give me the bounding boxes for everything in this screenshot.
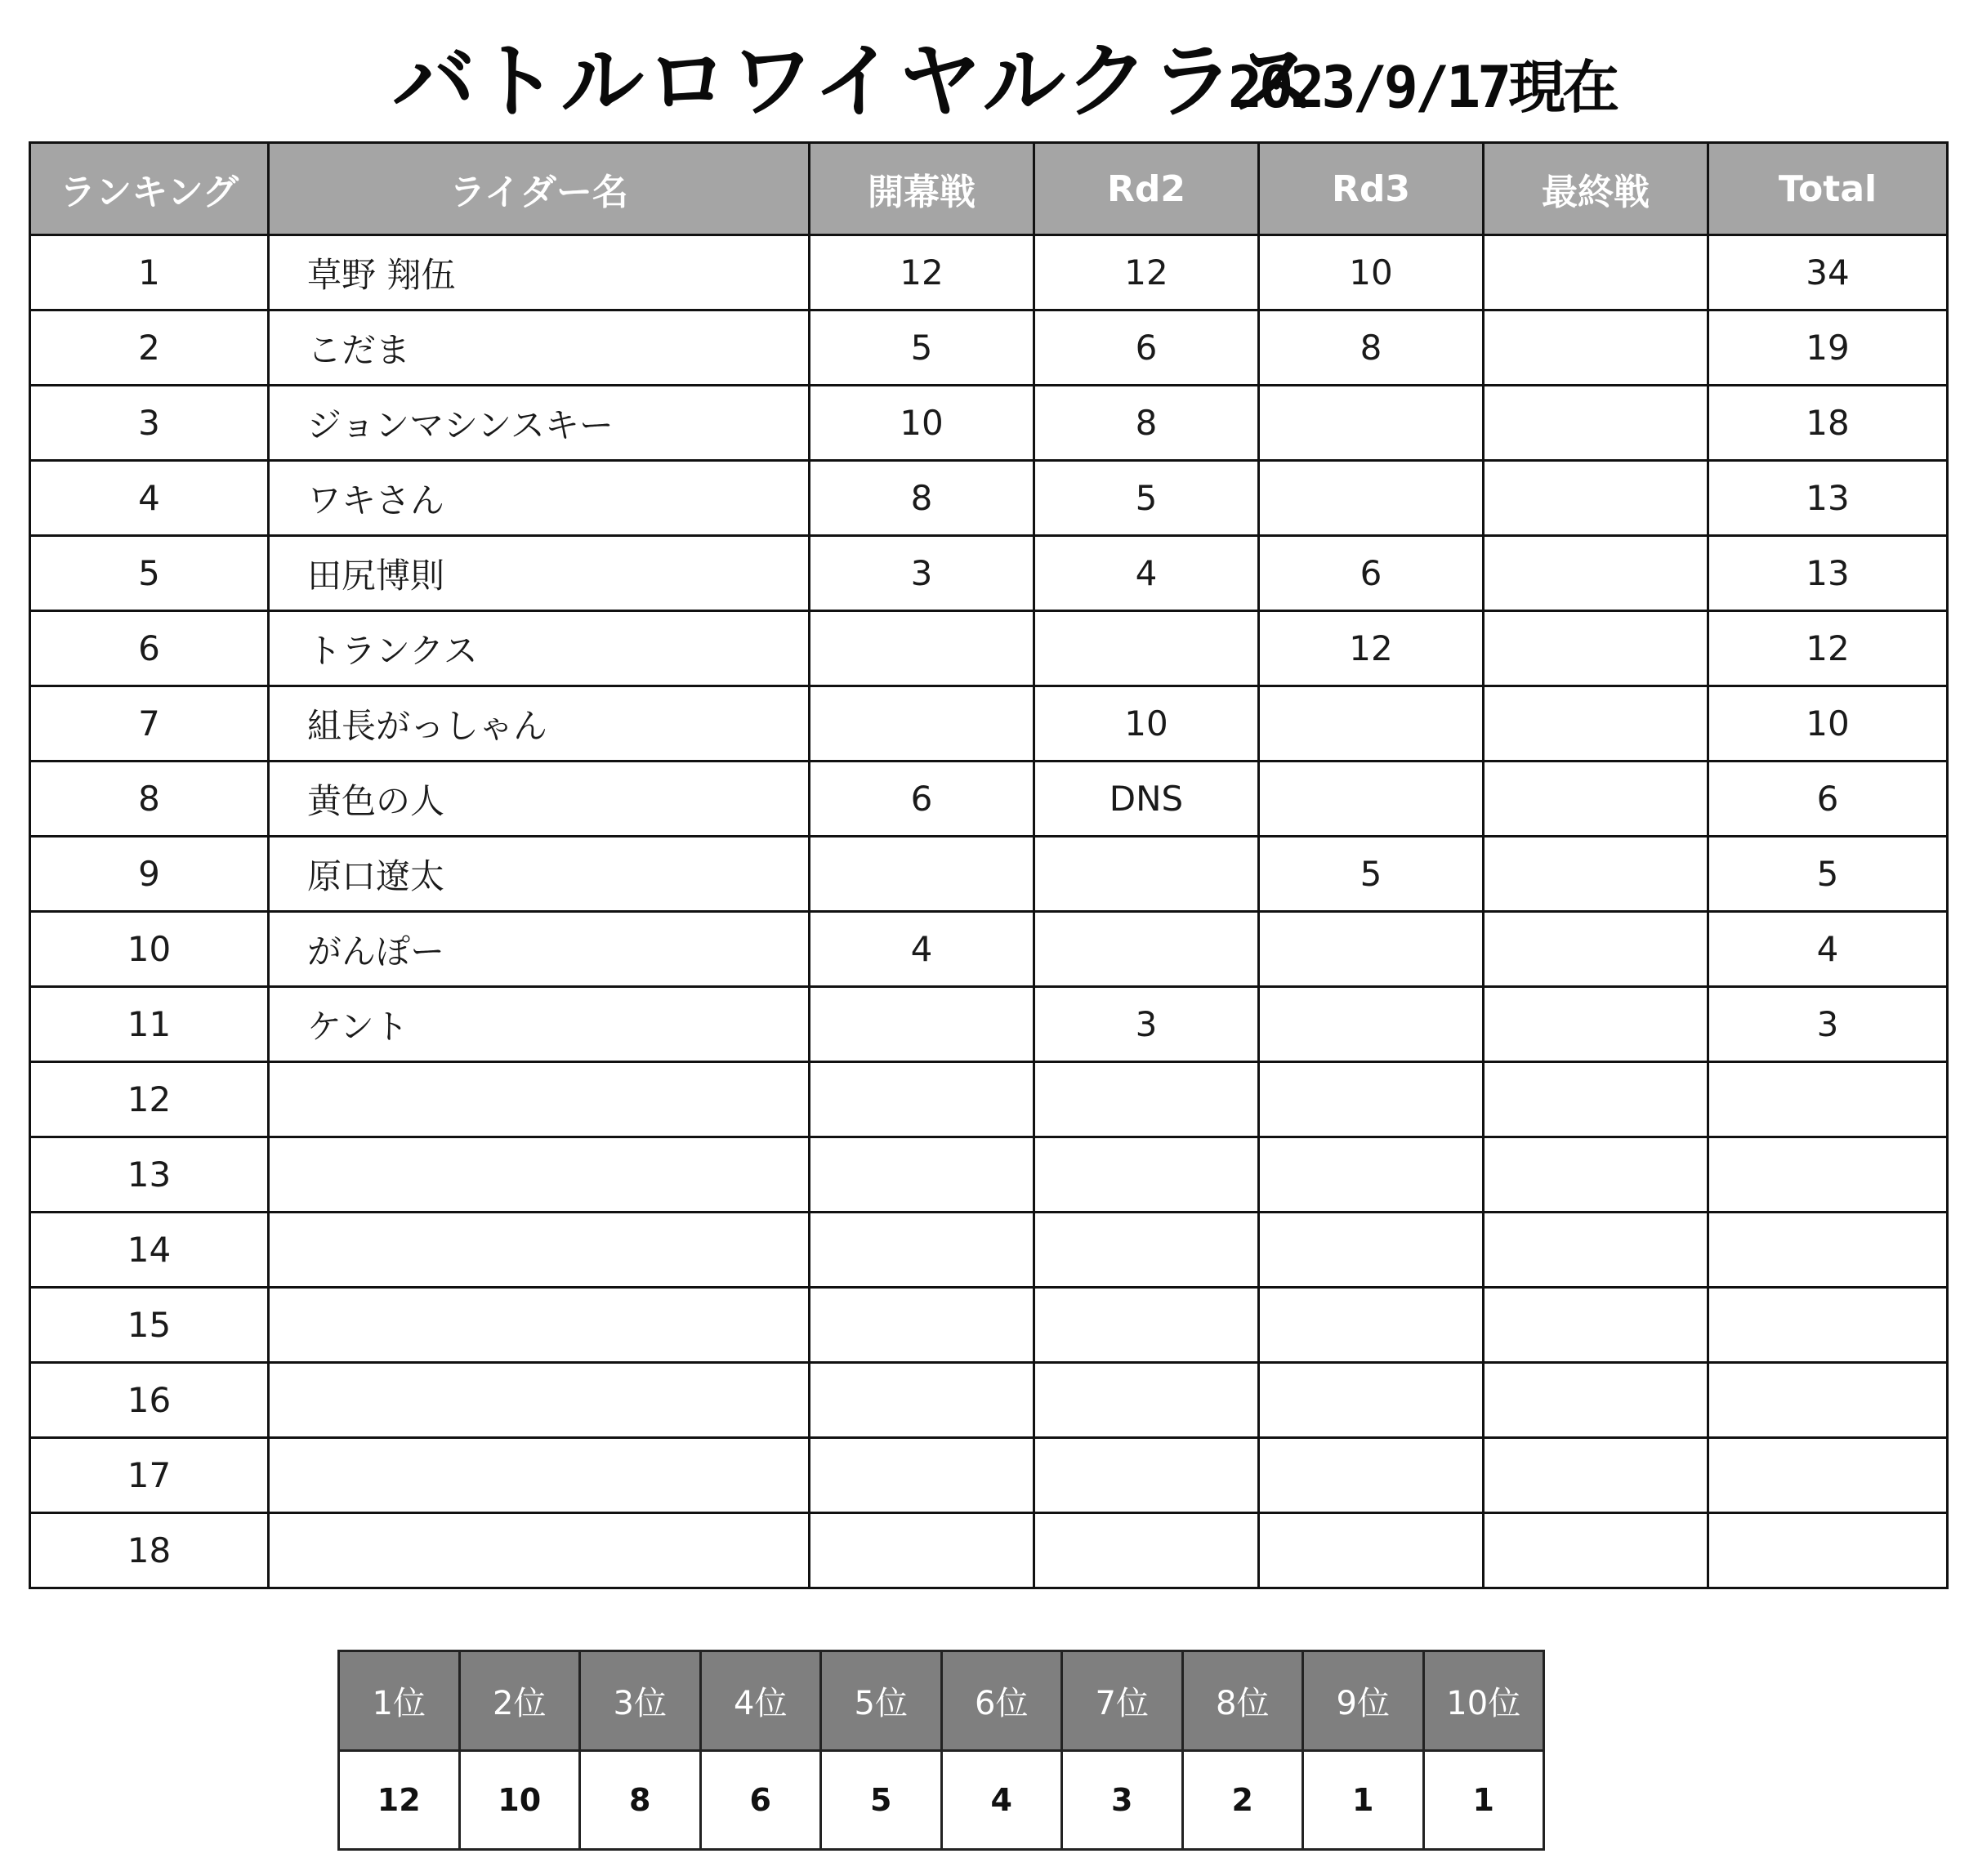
table-row xyxy=(30,235,1948,310)
final-points-cell xyxy=(1484,536,1708,611)
round-1-points-cell xyxy=(810,1288,1034,1363)
rank-cell: 8 xyxy=(30,762,269,837)
ranking-header-row xyxy=(30,143,1948,235)
points-header-row xyxy=(339,1651,1544,1751)
round-1-points-cell: 8 xyxy=(810,461,1034,536)
total-points-cell: 19 xyxy=(1708,310,1948,386)
table-row xyxy=(30,987,1948,1062)
ranking-table-body xyxy=(30,235,1948,1588)
final-points-cell xyxy=(1484,987,1708,1062)
round-3-points-cell: 12 xyxy=(1259,611,1484,686)
round-2-points-cell: 4 xyxy=(1034,536,1259,611)
round-1-points-cell xyxy=(810,1363,1034,1438)
round-3-points-cell: 8 xyxy=(1259,310,1484,386)
rank-cell: 1 xyxy=(30,235,269,310)
round-3-points-cell xyxy=(1259,987,1484,1062)
round-1-points-cell: 5 xyxy=(810,310,1034,386)
rider-name-cell xyxy=(269,1213,810,1288)
final-points-cell xyxy=(1484,310,1708,386)
table-row xyxy=(30,686,1948,762)
round-3-points-cell: 5 xyxy=(1259,837,1484,912)
points-value-cell: 8 xyxy=(580,1751,701,1850)
final-points-cell xyxy=(1484,1363,1708,1438)
round-2-points-cell xyxy=(1034,1288,1259,1363)
rider-name-cell: トランクス xyxy=(269,611,810,686)
points-position-header: 3位 xyxy=(580,1651,701,1751)
final-points-cell xyxy=(1484,235,1708,310)
rider-name-cell: 原口遼太 xyxy=(269,837,810,912)
header-round-1: 開幕戦 xyxy=(810,143,1034,235)
round-3-points-cell xyxy=(1259,1438,1484,1513)
rank-cell: 2 xyxy=(30,310,269,386)
round-3-points-cell xyxy=(1259,1137,1484,1213)
header-ranking: ランキング xyxy=(30,143,269,235)
table-row xyxy=(30,837,1948,912)
table-row xyxy=(30,1137,1948,1213)
rider-name-cell xyxy=(269,1363,810,1438)
round-3-points-cell xyxy=(1259,1288,1484,1363)
table-row xyxy=(30,1062,1948,1137)
final-points-cell xyxy=(1484,1288,1708,1363)
points-value-cell: 5 xyxy=(821,1751,942,1850)
round-3-points-cell xyxy=(1259,1062,1484,1137)
title-row xyxy=(0,25,1969,139)
round-1-points-cell xyxy=(810,1513,1034,1588)
total-points-cell: 10 xyxy=(1708,686,1948,762)
rider-name-cell xyxy=(269,1137,810,1213)
final-points-cell xyxy=(1484,1513,1708,1588)
rank-cell: 14 xyxy=(30,1213,269,1288)
rider-name-cell: 草野 翔伍 xyxy=(269,235,810,310)
table-row xyxy=(30,1438,1948,1513)
round-1-points-cell: 6 xyxy=(810,762,1034,837)
final-points-cell xyxy=(1484,461,1708,536)
points-value-cell: 1 xyxy=(1423,1751,1544,1850)
total-points-cell xyxy=(1708,1288,1948,1363)
total-points-cell xyxy=(1708,1513,1948,1588)
total-points-cell xyxy=(1708,1213,1948,1288)
final-points-cell xyxy=(1484,686,1708,762)
rider-name-cell: ワキさん xyxy=(269,461,810,536)
points-position-header: 8位 xyxy=(1182,1651,1303,1751)
total-points-cell xyxy=(1708,1137,1948,1213)
points-position-header: 7位 xyxy=(1062,1651,1183,1751)
rider-name-cell xyxy=(269,1062,810,1137)
table-row xyxy=(30,1513,1948,1588)
round-2-points-cell xyxy=(1034,1213,1259,1288)
total-points-cell: 13 xyxy=(1708,536,1948,611)
final-points-cell xyxy=(1484,1062,1708,1137)
page-title: バトルロワイヤルクラス xyxy=(392,34,1319,129)
points-value-cell: 4 xyxy=(941,1751,1062,1850)
round-2-points-cell xyxy=(1034,611,1259,686)
points-position-header: 6位 xyxy=(941,1651,1062,1751)
table-row xyxy=(30,386,1948,461)
rank-cell: 12 xyxy=(30,1062,269,1137)
round-1-points-cell xyxy=(810,1137,1034,1213)
points-value-cell: 2 xyxy=(1182,1751,1303,1850)
round-2-points-cell: DNS xyxy=(1034,762,1259,837)
points-position-header: 10位 xyxy=(1423,1651,1544,1751)
round-1-points-cell xyxy=(810,686,1034,762)
rank-cell: 4 xyxy=(30,461,269,536)
total-points-cell: 18 xyxy=(1708,386,1948,461)
header-total: Total xyxy=(1708,143,1948,235)
round-2-points-cell: 5 xyxy=(1034,461,1259,536)
rider-name-cell: 黄色の人 xyxy=(269,762,810,837)
round-1-points-cell: 12 xyxy=(810,235,1034,310)
table-row xyxy=(30,1213,1948,1288)
rider-name-cell xyxy=(269,1288,810,1363)
rank-cell: 7 xyxy=(30,686,269,762)
round-3-points-cell xyxy=(1259,1363,1484,1438)
as-of-date: 2023/9/17現在 xyxy=(1228,54,1617,121)
round-2-points-cell: 8 xyxy=(1034,386,1259,461)
round-3-points-cell xyxy=(1259,386,1484,461)
points-position-header: 9位 xyxy=(1303,1651,1424,1751)
final-points-cell xyxy=(1484,1213,1708,1288)
header-rider-name: ライダー名 xyxy=(269,143,810,235)
rank-cell: 13 xyxy=(30,1137,269,1213)
round-3-points-cell: 10 xyxy=(1259,235,1484,310)
round-2-points-cell: 10 xyxy=(1034,686,1259,762)
round-2-points-cell xyxy=(1034,1363,1259,1438)
rider-name-cell: ケント xyxy=(269,987,810,1062)
points-value-cell: 10 xyxy=(459,1751,580,1850)
table-row xyxy=(30,611,1948,686)
round-1-points-cell xyxy=(810,1438,1034,1513)
header-round-3: Rd3 xyxy=(1259,143,1484,235)
round-1-points-cell: 10 xyxy=(810,386,1034,461)
total-points-cell: 12 xyxy=(1708,611,1948,686)
final-points-cell xyxy=(1484,386,1708,461)
rank-cell: 9 xyxy=(30,837,269,912)
round-3-points-cell xyxy=(1259,912,1484,987)
points-table xyxy=(337,1650,1545,1851)
final-points-cell xyxy=(1484,1137,1708,1213)
rank-cell: 6 xyxy=(30,611,269,686)
round-2-points-cell xyxy=(1034,912,1259,987)
rider-name-cell: ジョンマシンスキー xyxy=(269,386,810,461)
header-round-2: Rd2 xyxy=(1034,143,1259,235)
table-row xyxy=(30,1288,1948,1363)
round-1-points-cell xyxy=(810,837,1034,912)
rider-name-cell: こだま xyxy=(269,310,810,386)
round-2-points-cell: 3 xyxy=(1034,987,1259,1062)
points-value-cell: 1 xyxy=(1303,1751,1424,1850)
round-2-points-cell xyxy=(1034,1513,1259,1588)
round-3-points-cell: 6 xyxy=(1259,536,1484,611)
rank-cell: 11 xyxy=(30,987,269,1062)
points-position-header: 5位 xyxy=(821,1651,942,1751)
table-row xyxy=(30,912,1948,987)
round-2-points-cell: 12 xyxy=(1034,235,1259,310)
total-points-cell xyxy=(1708,1363,1948,1438)
rank-cell: 3 xyxy=(30,386,269,461)
total-points-cell xyxy=(1708,1062,1948,1137)
round-1-points-cell xyxy=(810,1213,1034,1288)
rank-cell: 5 xyxy=(30,536,269,611)
round-2-points-cell xyxy=(1034,1137,1259,1213)
header-final: 最終戦 xyxy=(1484,143,1708,235)
rank-cell: 16 xyxy=(30,1363,269,1438)
table-row xyxy=(30,762,1948,837)
table-row xyxy=(30,310,1948,386)
round-3-points-cell xyxy=(1259,461,1484,536)
final-points-cell xyxy=(1484,912,1708,987)
points-position-header: 2位 xyxy=(459,1651,580,1751)
round-3-points-cell xyxy=(1259,1513,1484,1588)
final-points-cell xyxy=(1484,837,1708,912)
table-row xyxy=(30,536,1948,611)
rider-name-cell xyxy=(269,1438,810,1513)
round-1-points-cell: 3 xyxy=(810,536,1034,611)
rider-name-cell: がんぽー xyxy=(269,912,810,987)
total-points-cell xyxy=(1708,1438,1948,1513)
total-points-cell: 13 xyxy=(1708,461,1948,536)
round-1-points-cell: 4 xyxy=(810,912,1034,987)
final-points-cell xyxy=(1484,611,1708,686)
total-points-cell: 4 xyxy=(1708,912,1948,987)
rank-cell: 18 xyxy=(30,1513,269,1588)
rank-cell: 10 xyxy=(30,912,269,987)
round-2-points-cell xyxy=(1034,837,1259,912)
points-position-header: 4位 xyxy=(700,1651,821,1751)
round-1-points-cell xyxy=(810,1062,1034,1137)
round-2-points-cell xyxy=(1034,1062,1259,1137)
round-1-points-cell xyxy=(810,987,1034,1062)
round-3-points-cell xyxy=(1259,1213,1484,1288)
final-points-cell xyxy=(1484,762,1708,837)
total-points-cell: 6 xyxy=(1708,762,1948,837)
points-position-header: 1位 xyxy=(339,1651,460,1751)
table-row xyxy=(30,1363,1948,1438)
table-row xyxy=(30,461,1948,536)
round-3-points-cell xyxy=(1259,686,1484,762)
points-value-cell: 12 xyxy=(339,1751,460,1850)
rider-name-cell: 組長がっしゃん xyxy=(269,686,810,762)
rank-cell: 17 xyxy=(30,1438,269,1513)
total-points-cell: 34 xyxy=(1708,235,1948,310)
total-points-cell: 3 xyxy=(1708,987,1948,1062)
rider-name-cell: 田尻博則 xyxy=(269,536,810,611)
round-1-points-cell xyxy=(810,611,1034,686)
points-value-cell: 6 xyxy=(700,1751,821,1850)
rank-cell: 15 xyxy=(30,1288,269,1363)
round-2-points-cell xyxy=(1034,1438,1259,1513)
round-2-points-cell: 6 xyxy=(1034,310,1259,386)
points-value-row xyxy=(339,1751,1544,1850)
points-value-cell: 3 xyxy=(1062,1751,1183,1850)
rider-name-cell xyxy=(269,1513,810,1588)
final-points-cell xyxy=(1484,1438,1708,1513)
round-3-points-cell xyxy=(1259,762,1484,837)
total-points-cell: 5 xyxy=(1708,837,1948,912)
ranking-table xyxy=(29,141,1949,1589)
